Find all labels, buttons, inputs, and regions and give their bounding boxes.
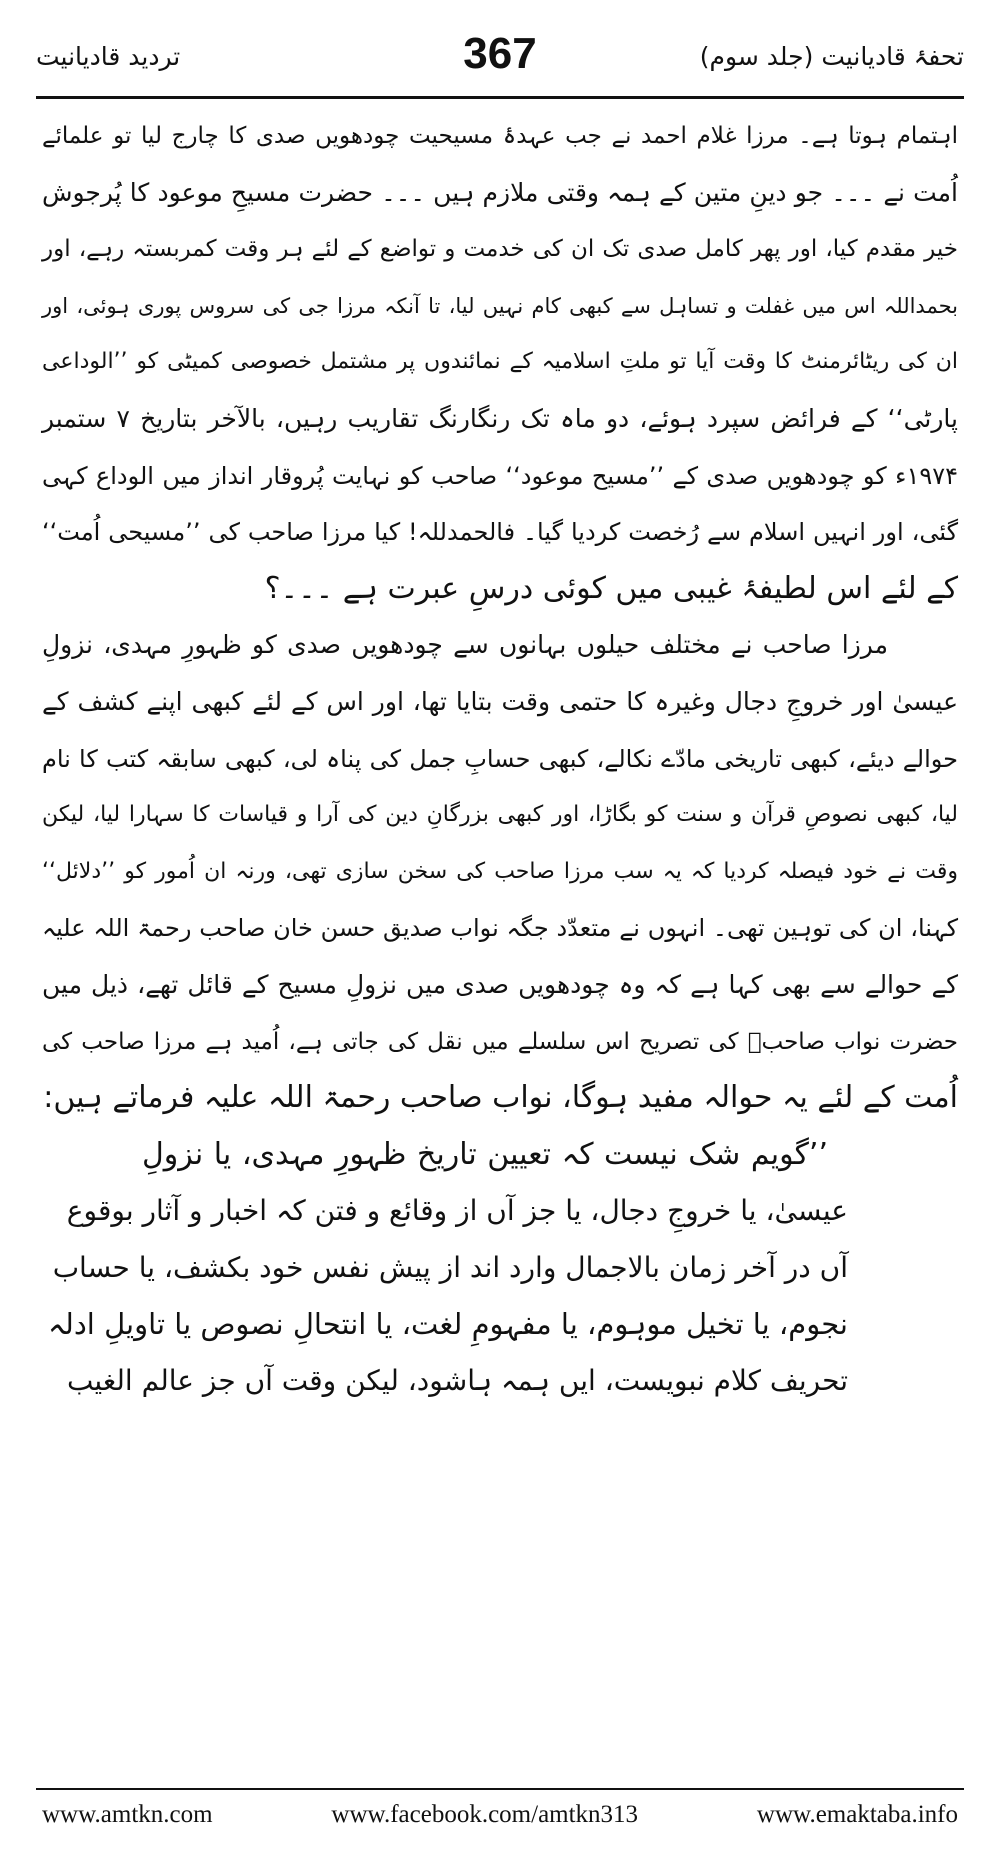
paragraph-1 [42, 108, 958, 617]
text-line: بحمداللہ اس میں غفلت و تساہل سے کبھی کام نہیں لیا، تا آنکہ مرزا جی کی سروس پوری ہوئی، اور [42, 293, 958, 318]
footer-link-facebook[interactable]: www.facebook.com/amtkn313 [331, 1801, 639, 1828]
text-line: خیر مقدم کیا، اور پھر کامل صدی تک ان کی خدمت و تواضع کے لئے ہر وقت کمربستہ رہے، اور [42, 236, 958, 263]
footer-link-emaktaba[interactable]: www.emaktaba.info [756, 1801, 958, 1828]
text-line: کے لئے اس لطیفۂ غیبی میں کوئی درسِ عبرت ہے ۔۔۔؟ [264, 570, 958, 606]
quote-line: ’’گویم شک نیست کہ تعیین تاریخ ظہورِ مہدی، یا نزولِ [142, 1136, 828, 1172]
book-title: تحفۂ قادیانیت (جلد سوم) [699, 42, 964, 71]
text-line: حوالے دیئے، کبھی تاریخی مادّے نکالے، کبھی حسابِ جمل کی پناہ لی، کبھی سابقہ کتب کا نام [42, 744, 958, 773]
text-line: اہتمام ہوتا ہے۔ مرزا غلام احمد نے جب عہدۂ مسیحیت چودھویں صدی کا چارج لیا تو علمائے [42, 123, 958, 149]
section-title: تردید قادیانیت [36, 42, 181, 71]
text-line: حضرت نواب صاحبؒ کی تصریح اس سلسلے میں نقل کی جاتی ہے، اُمید ہے مرزا صاحب کی [42, 1028, 958, 1055]
text-line: لیا، کبھی نصوصِ قرآن و سنت کو بگاڑا، اور کبھی بزرگانِ دین کی آرا و قیاسات کا سہارا لیا، لیکن [42, 802, 958, 828]
text-line: ان کی ریٹائرمنٹ کا وقت آیا تو ملتِ اسلامیہ کے نمائندوں پر مشتمل خصوصی کمیٹی کو ’’الوداعی [42, 349, 958, 375]
text-line: اُمت کے لئے یہ حوالہ مفید ہوگا، نواب صاحب رحمۃ اللہ علیہ فرماتے ہیں: [43, 1080, 958, 1116]
page-number: 367 [463, 29, 537, 78]
text-line: وقت نے خود فیصلہ کردیا کہ یہ سب مرزا صاحب کی سخن سازی تھی، ورنہ ان اُمور کو ’’دلائل‘‘ [42, 858, 958, 884]
text-line: پارٹی‘‘ کے فرائض سپرد ہوئے، دو ماہ تک رنگارنگ تقاریب رہیں، بالآخر بتاریخ ۷ ستمبر [42, 403, 959, 433]
page-body [42, 108, 958, 1410]
text-line: گئی، اور انہیں اسلام سے رُخصت کردیا گیا۔ فالحمدللہ! کیا مرزا صاحب کی ’’مسیحی اُمت‘‘ [42, 518, 958, 547]
quote-line: آں در آخر زمان بالاجمال وارد اند از پیش نفس خود بکشف، یا حساب [52, 1250, 848, 1284]
footer-divider [36, 1788, 964, 1790]
quote-line: عیسیٰ، یا خروجِ دجال، یا جز آں از وقائع و فتن کہ اخبار و آثار بوقوع [66, 1194, 848, 1228]
paragraph-2 [42, 617, 958, 1126]
page-header [36, 28, 964, 88]
persian-quotation [42, 1127, 958, 1410]
quote-line: تحریف کلام نبویست، ایں ہمہ ہاشود، لیکن وقت آں جز عالم الغیب [66, 1364, 848, 1398]
text-line: کہنا، ان کی توہین تھی۔ انہوں نے متعدّد جگہ نواب صدیق حسن خان صاحب رحمۃ اللہ علیہ [42, 914, 958, 943]
text-line: کے حوالے سے بھی کہا ہے کہ وہ چودھویں صدی میں نزولِ مسیح کے قائل تھے، ذیل میں [42, 969, 958, 999]
header-divider [36, 96, 964, 99]
text-line: اُمت نے ۔۔۔ جو دینِ متین کے ہمہ وقتی ملازم ہیں ۔۔۔ حضرت مسیحِ موعود کا پُرجوش [42, 177, 958, 207]
text-line: ۱۹۷۴ء کو چودھویں صدی کے ’’مسیح موعود‘‘ صاحب کو نہایت پُروقار انداز میں الوداع کہی [42, 461, 958, 490]
footer-link-amtkn[interactable]: www.amtkn.com [42, 1801, 213, 1828]
text-line: مرزا صاحب نے مختلف حیلوں بہانوں سے چودھویں صدی کو ظہورِ مہدی، نزولِ [42, 630, 888, 660]
page-footer [42, 1798, 958, 1832]
text-line: عیسیٰ اور خروجِ دجال وغیرہ کا حتمی وقت بتایا تھا، اور اس کے لئے کبھی اپنے کشف کے [42, 686, 958, 716]
quote-line: نجوم، یا تخیل موہوم، یا مفہومِ لغت، یا انتحالِ نصوص یا تاویلِ ادلہ [48, 1307, 848, 1342]
